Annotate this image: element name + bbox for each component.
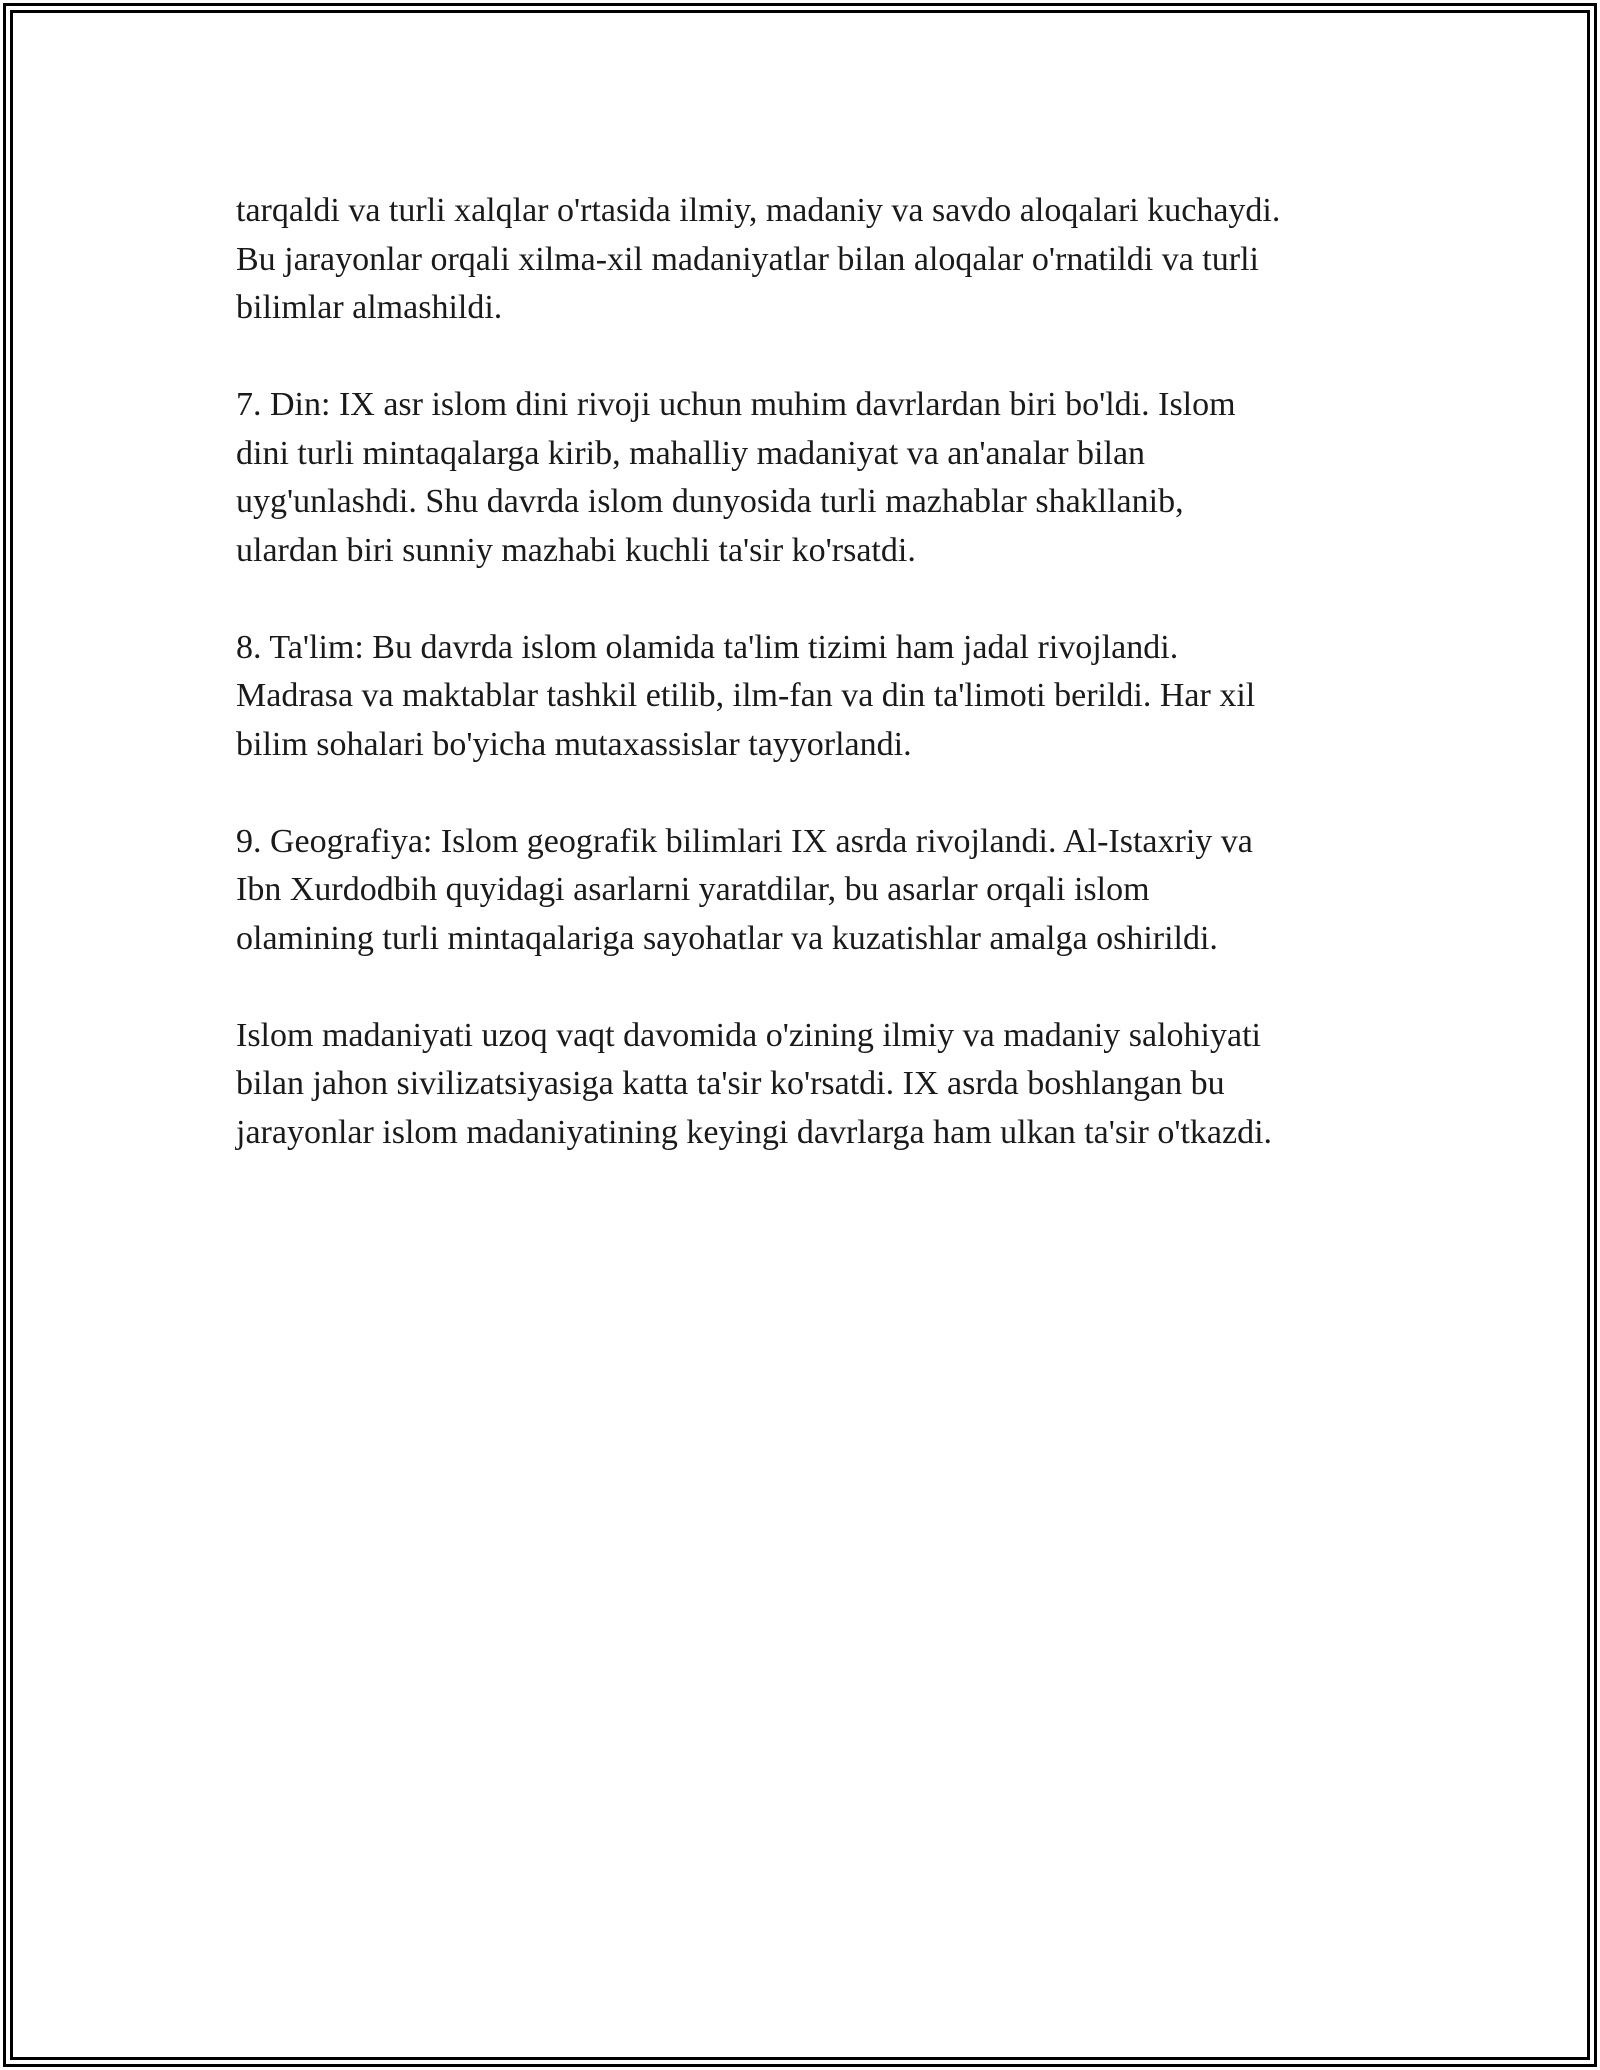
- text-line: Bu jarayonlar orqali xilma-xil madaniyatlar bilan aloqalar o'rnatildi va turli: [236, 240, 1259, 278]
- text-line: tarqaldi va turli xalqlar o'rtasida ilmiy, madaniy va savdo aloqalari kuchaydi.: [236, 192, 1281, 229]
- paragraph-geography: [236, 818, 1376, 964]
- text-line: Islom madaniyati uzoq vaqt davomida o'zining ilmiy va madaniy salohiyati: [236, 1016, 1261, 1054]
- text-line: ulardan biri sunniy mazhabi kuchli ta'sir ko'rsatdi.: [236, 531, 916, 569]
- paragraph-education: [236, 624, 1376, 770]
- paragraph-religion: [236, 381, 1376, 575]
- paragraph-spacer: [236, 769, 1376, 818]
- text-line: jarayonlar islom madaniyatining keyingi davrlarga ham ulkan ta'sir o'tkazdi.: [236, 1113, 1273, 1151]
- text-line: bilimlar almashildi.: [236, 289, 503, 326]
- paragraph-conclusion: [236, 1012, 1376, 1158]
- paragraph-spacer: [236, 333, 1376, 382]
- text-line: dini turli mintaqalarga kirib, mahalliy madaniyat va an'analar bilan: [236, 434, 1146, 472]
- document-body: [236, 187, 1376, 1157]
- paragraph-spacer: [236, 963, 1376, 1012]
- text-line: Madrasa va maktablar tashkil etilib, ilm-fan va din ta'limoti berildi. Har xil: [236, 677, 1256, 714]
- text-line: bilan jahon sivilizatsiyasiga katta ta'sir ko'rsatdi. IX asrda boshlangan bu: [236, 1065, 1225, 1102]
- text-line: uyg'unlashdi. Shu davrda islom dunyosida turli mazhablar shakllanib,: [236, 483, 1184, 520]
- text-line: 7. Din: IX asr islom dini rivoji uchun muhim davrlardan biri bo'ldi. Islom: [236, 386, 1236, 423]
- text-line: 8. Ta'lim: Bu davrda islom olamida ta'lim tizimi ham jadal rivojlandi.: [236, 628, 1179, 666]
- paragraph-trade-continuation: [236, 187, 1376, 333]
- text-line: Ibn Xurdodbih quyidagi asarlarni yaratdilar, bu asarlar orqali islom: [236, 871, 1150, 908]
- paragraph-spacer: [236, 575, 1376, 624]
- text-line: 9. Geografiya: Islom geografik bilimlari IX asrda rivojlandi. Al-Istaxriy va: [236, 822, 1253, 860]
- text-line: bilim sohalari bo'yicha mutaxassislar tayyorlandi.: [236, 725, 912, 763]
- text-line: olamining turli mintaqalariga sayohatlar va kuzatishlar amalga oshirildi.: [236, 919, 1218, 957]
